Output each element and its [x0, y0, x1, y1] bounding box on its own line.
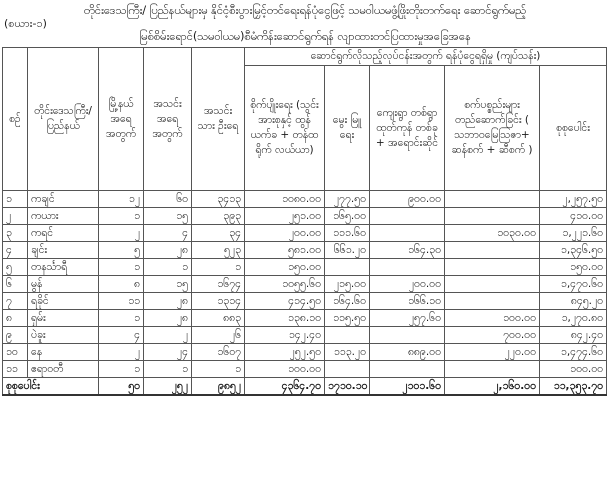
total-livestock: ၁၇၁၀.၁၀	[325, 378, 370, 396]
row-members: ၁၆၀၇	[192, 344, 245, 361]
row-societies: ၂၈	[144, 242, 192, 259]
row-townships: ၂	[99, 344, 144, 361]
row-sr: ၁	[3, 191, 28, 208]
row-infra	[445, 293, 540, 310]
row-crop: ၁၅၀.၀၀	[245, 259, 325, 276]
row-societies: ၂၄	[144, 344, 192, 361]
row-village	[370, 361, 445, 378]
row-societies: ၆၀	[144, 191, 192, 208]
row-societies: ၁၅	[144, 208, 192, 225]
row-total: ၁,၄၇၀.၆၀	[540, 276, 607, 293]
row-members: ၃၉၃	[192, 208, 245, 225]
header-members: အသင်း သား ဦးရေ	[192, 48, 245, 191]
table-row	[3, 361, 607, 378]
row-crop: ၂၅၂.၅၀	[245, 344, 325, 361]
row-societies: ၂၈	[144, 310, 192, 327]
row-livestock: ၁၁၃.၂၀	[325, 344, 370, 361]
row-livestock: ၆၆၁.၂၀	[325, 242, 370, 259]
row-village: ၉၀၀.၀၀	[370, 191, 445, 208]
row-societies: ၁၅	[144, 276, 192, 293]
row-infra: ၇၀၀.၀၀	[445, 327, 540, 344]
row-societies: ၄	[144, 225, 192, 242]
row-livestock	[325, 327, 370, 344]
header-societies: အသင်း အရေ အတွက်	[144, 48, 192, 191]
row-total: ၁,၄၇၄.၆၀	[540, 344, 607, 361]
header-region: တိုင်းဒေသကြီး/ ပြည်နယ်	[28, 48, 99, 191]
table-row	[3, 208, 607, 225]
total-label: စုစုပေါင်း	[3, 378, 99, 396]
row-townships: ၂	[99, 225, 144, 242]
row-village: ၂၀၀.၀၀	[370, 276, 445, 293]
row-infra	[445, 361, 540, 378]
row-region: နေ	[28, 344, 99, 361]
header-total: စုစုပေါင်း	[540, 66, 607, 191]
table-row	[3, 276, 607, 293]
row-total: ၁,၃၄၆.၅၀	[540, 242, 607, 259]
row-infra	[445, 191, 540, 208]
row-infra	[445, 242, 540, 259]
row-members: ၃၄၁၃	[192, 191, 245, 208]
header-crop: စိုက်ပျိုးရေး (သွင်းအားစုနှင့် ထွန်ယက်ခ + တန်ထရိုက် လယ်ယာ)	[245, 66, 325, 191]
row-livestock: ၁၁၁.၆၀	[325, 225, 370, 242]
table-row	[3, 191, 607, 208]
row-village	[370, 259, 445, 276]
table-row	[3, 344, 607, 361]
row-townships: ၁၁	[99, 293, 144, 310]
row-region: ချင်း	[28, 242, 99, 259]
header-townships: မြို့နယ် အရေ အတွက်	[99, 48, 144, 191]
row-total: ၁၅၀.၀၀	[540, 259, 607, 276]
total-crop: ၄၃၆၄.၇၀	[245, 378, 325, 396]
row-sr: ၈	[3, 310, 28, 327]
row-region: ရှမ်း	[28, 310, 99, 327]
row-infra: ၁၀၀.၀၀	[445, 310, 540, 327]
row-townships: ၄	[99, 327, 144, 344]
row-townships: ၈	[99, 276, 144, 293]
row-members: ၅၂၃	[192, 242, 245, 259]
total-members: ၉၈၅၂	[192, 378, 245, 396]
row-region: ရခိုင်	[28, 293, 99, 310]
total-row	[3, 378, 607, 396]
row-village: ၈၈၉.၀၀	[370, 344, 445, 361]
row-crop: ၅၈၁.၀၀	[245, 242, 325, 259]
row-societies: ၁	[144, 361, 192, 378]
row-crop: ၂၀၀.၀၀	[245, 225, 325, 242]
row-sr: ၂	[3, 208, 28, 225]
row-crop: ၁၄၂.၄၀	[245, 327, 325, 344]
document-subtitle: မြစ်စိမ်းရောင်(သမဝါယမ)စီမံကိန်းဆောင်ရွက်ရန် လျာထားတင်ပြထားမှုအခြေအနေ	[139, 29, 471, 43]
row-total: ၁၀၀.၀၀	[540, 361, 607, 378]
row-members: ၁	[192, 361, 245, 378]
header-fund-group: ဆောင်ရွက်လိုသည့်လုပ်ငန်းအတွက် ရန်ပုံငွေရရှိမှု (ကျပ်သန်း)	[245, 48, 607, 66]
row-sr: ၆	[3, 276, 28, 293]
row-societies: ၂၈	[144, 293, 192, 310]
row-livestock: ၂၁၅.၀၀	[325, 276, 370, 293]
row-crop: ၁၀၀.၀၀	[245, 361, 325, 378]
row-infra: ၂၂၀.၀၀	[445, 344, 540, 361]
row-sr: ၄	[3, 242, 28, 259]
row-village	[370, 327, 445, 344]
row-townships: ၁	[99, 259, 144, 276]
row-livestock	[325, 361, 370, 378]
row-village: ၂၅၇.၆၀	[370, 310, 445, 327]
row-members: ၈၈၃	[192, 310, 245, 327]
row-village	[370, 208, 445, 225]
row-townships: ၅	[99, 242, 144, 259]
row-total: ၈၄၂.၄၀	[540, 327, 607, 344]
row-members: ၁၆၇၄	[192, 276, 245, 293]
row-members: ၁	[192, 259, 245, 276]
row-members: ၂၆	[192, 327, 245, 344]
row-crop: ၄၁၄.၅၀	[245, 293, 325, 310]
row-townships: ၁	[99, 310, 144, 327]
row-village: ၁၆၆.၁၀	[370, 293, 445, 310]
header-infra: စက်ပစ္စည်းများ တည်ဆောက်ခြင်း ( သဘာဝမြေဩဇာ+ ဆန်စက် + ဆီစက် )	[445, 66, 540, 191]
row-townships: ၁၂	[99, 191, 144, 208]
row-members: ၃၄	[192, 225, 245, 242]
row-region: ကယား	[28, 208, 99, 225]
row-infra	[445, 259, 540, 276]
row-sr: ၁၀	[3, 344, 28, 361]
row-crop: ၂၅၁.၀၀	[245, 208, 325, 225]
row-sr: ၃	[3, 225, 28, 242]
row-village	[370, 225, 445, 242]
row-societies: ၂	[144, 327, 192, 344]
row-sr: ၅	[3, 259, 28, 276]
table-row	[3, 242, 607, 259]
table-row	[3, 327, 607, 344]
document-title: တိုင်းဒေသကြီး/ ပြည်နယ်များမှ နိုင်ငံ့စီးပွားမြှင့်တင်ရေးရန်ပုံငွေဖြင့် သမဝါယမဖွံ့ဖြိုးတိုးတက်ရေး ဆောင်ရွက်မည့်	[83, 3, 527, 17]
row-townships: ၁	[99, 361, 144, 378]
total-village: ၂၁၀၁.၆၀	[370, 378, 445, 396]
row-crop: ၁၀၈၀.၀၀	[245, 191, 325, 208]
row-crop: ၁၃၈.၁၀	[245, 310, 325, 327]
row-region: ကချင်	[28, 191, 99, 208]
row-infra	[445, 276, 540, 293]
row-townships: ၁	[99, 208, 144, 225]
row-total: ၁,၂၂၁.၆၀	[540, 225, 607, 242]
row-total: ၁,၂၇၀.၈၀	[540, 310, 607, 327]
row-village: ၁၆၄.၃၀	[370, 242, 445, 259]
row-total: ၈၄၅.၂၀	[540, 293, 607, 310]
table-row	[3, 293, 607, 310]
row-sr: ၇	[3, 293, 28, 310]
header-sr: စဉ်	[3, 48, 28, 191]
total-townships: ၅၀	[99, 378, 144, 396]
row-region: ကရင်	[28, 225, 99, 242]
row-total: ၂,၂၅၇.၅၀	[540, 191, 607, 208]
row-livestock: ၁၆၅.၀၀	[325, 208, 370, 225]
row-total: ၄၁၀.၀၀	[540, 208, 607, 225]
row-livestock	[325, 259, 370, 276]
header-village: ကျေးရွာ တစ်ရွာ ထုတ်ကုန် တစ်ခု + အရောင်းဆိုင်	[370, 66, 445, 191]
row-region: မွန်	[28, 276, 99, 293]
table-row	[3, 259, 607, 276]
total-societies: ၂၅၂	[144, 378, 192, 396]
row-region: တနင်္သာရီ	[28, 259, 99, 276]
row-members: ၁၃၁၄	[192, 293, 245, 310]
table-row	[3, 225, 607, 242]
form-code: (စယား-၁)	[4, 17, 47, 30]
row-sr: ၁၁	[3, 361, 28, 378]
row-livestock: ၁၁၅.၅၀	[325, 310, 370, 327]
row-infra	[445, 208, 540, 225]
row-livestock: ၁၆၄.၆၀	[325, 293, 370, 310]
row-societies: ၁	[144, 259, 192, 276]
row-region: ပဲခူး	[28, 327, 99, 344]
row-infra: ၁၀၃၀.၀၀	[445, 225, 540, 242]
row-livestock: ၂၇၇.၅၀	[325, 191, 370, 208]
total-infra: ၂,၁၆၀.၀၀	[445, 378, 540, 396]
header-livestock: မွေး မြူ ရေး	[325, 66, 370, 191]
table-row	[3, 310, 607, 327]
funding-table	[2, 47, 607, 396]
row-sr: ၉	[3, 327, 28, 344]
row-crop: ၁၀၅၅.၆၀	[245, 276, 325, 293]
row-region: ဧရာဝတီ	[28, 361, 99, 378]
total-total: ၁၁,၃၅၃.၇၀	[540, 378, 607, 396]
